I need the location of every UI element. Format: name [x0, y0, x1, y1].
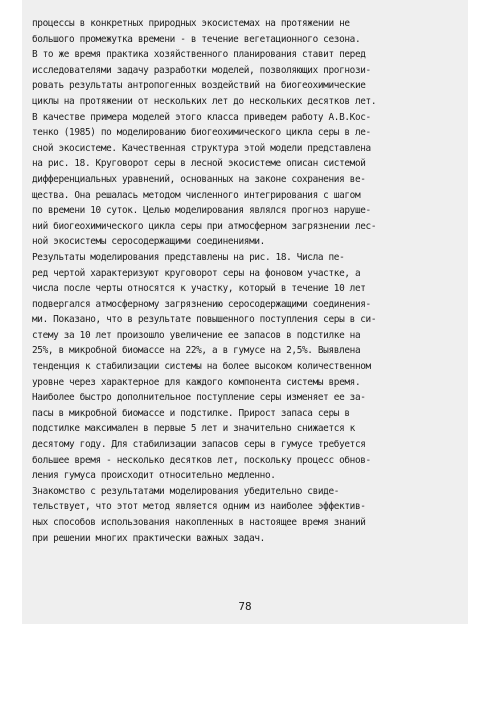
text-line: пасы в микробной биомассе и подстилке. Прирост запаса серы в — [32, 407, 350, 419]
text-line: ной экосистемы серосодержащими соединениями. — [32, 236, 265, 248]
text-line: ных способов использования накопленных в настоящее время знаний — [32, 517, 366, 528]
text-line: ний биогеохимического цикла серы при атмосферном загрязнении лес- — [32, 220, 377, 232]
text-line: тенко (1985) по моделированию биогеохимического цикла серы в ле- — [32, 127, 371, 139]
text-line: В то же время практика хозяйственного планирования ставит перед — [32, 49, 366, 61]
page-number: 78 — [238, 600, 252, 613]
text-line: по времени 10 суток. Целью моделирования являлся прогноз наруше- — [32, 205, 371, 217]
text-line: ления гумуса происходит относительно медленно. — [32, 470, 276, 482]
text-line: подстилке максимален в первые 5 лет и значительно снижается к — [32, 423, 355, 435]
text-line: на рис. 18. Круговорот серы в лесной экосистеме описан системой — [32, 158, 366, 170]
text-line: щества. Она решалась методом численного интегрирования с шагом — [32, 189, 361, 201]
text-line: исследователями задачу разработки моделей, позволяющих прогнози- — [32, 64, 371, 76]
text-line: стему за 10 лет произошло увеличение ее запасов в подстилке на — [32, 329, 361, 341]
body-text — [32, 16, 460, 546]
text-line: тенденция к стабилизации системы на более высоком количественном — [32, 361, 371, 373]
text-line: сной экосистеме. Качественная структура этой модели представлена — [32, 142, 371, 154]
text-line: 25%, в микробной биомассе на 22%, а в гумусе на 2,5%. Выявлена — [32, 345, 361, 357]
document-page — [22, 0, 468, 624]
text-line: числа после черты относятся к участку, который в течение 10 лет — [32, 283, 366, 295]
text-line: процессы в конкретных природных экосистемах на протяжении не — [32, 18, 350, 29]
text-line: Наиболее быстро дополнительное поступление серы изменяет ее за- — [32, 392, 366, 404]
text-line: при решении многих практически важных задач. — [32, 532, 265, 544]
text-line: уровне через характерное для каждого компонента системы время. — [32, 376, 361, 388]
text-line: ми. Показано, что в результате повышенного поступления серы в си- — [32, 314, 377, 326]
text-line: Знакомство с результатами моделирования убедительно свиде- — [32, 485, 340, 497]
text-line: большого промежутка времени - в течение вегетационного сезона. — [32, 33, 361, 45]
text-line: подвергался атмосферному загрязнению серосодержащими соединения- — [32, 298, 371, 310]
text-line: циклы на протяжении от нескольких лет до нескольких десятков лет. — [32, 95, 377, 107]
text-line: тельствует, что этот метод является одним из наиболее эффектив- — [32, 501, 366, 513]
text-line: дифференциальных уравнений, основанных на законе сохранения ве- — [32, 173, 366, 185]
text-line: В качестве примера моделей этого класса приведем работу А.В.Кос- — [32, 111, 371, 123]
text-line: десятому году. Для стабилизации запасов серы в гумусе требуется — [32, 439, 366, 451]
text-line: ровать результаты антропогенных воздействий на биогеохимические — [32, 80, 366, 92]
text-line: ред чертой характеризуют круговорот серы на фоновом участке, а — [32, 267, 361, 279]
text-line: большее время - несколько десятков лет, поскольку процесс обнов- — [32, 454, 371, 466]
text-line: Результаты моделирования представлены на рис. 18. Числа пе- — [32, 251, 345, 263]
